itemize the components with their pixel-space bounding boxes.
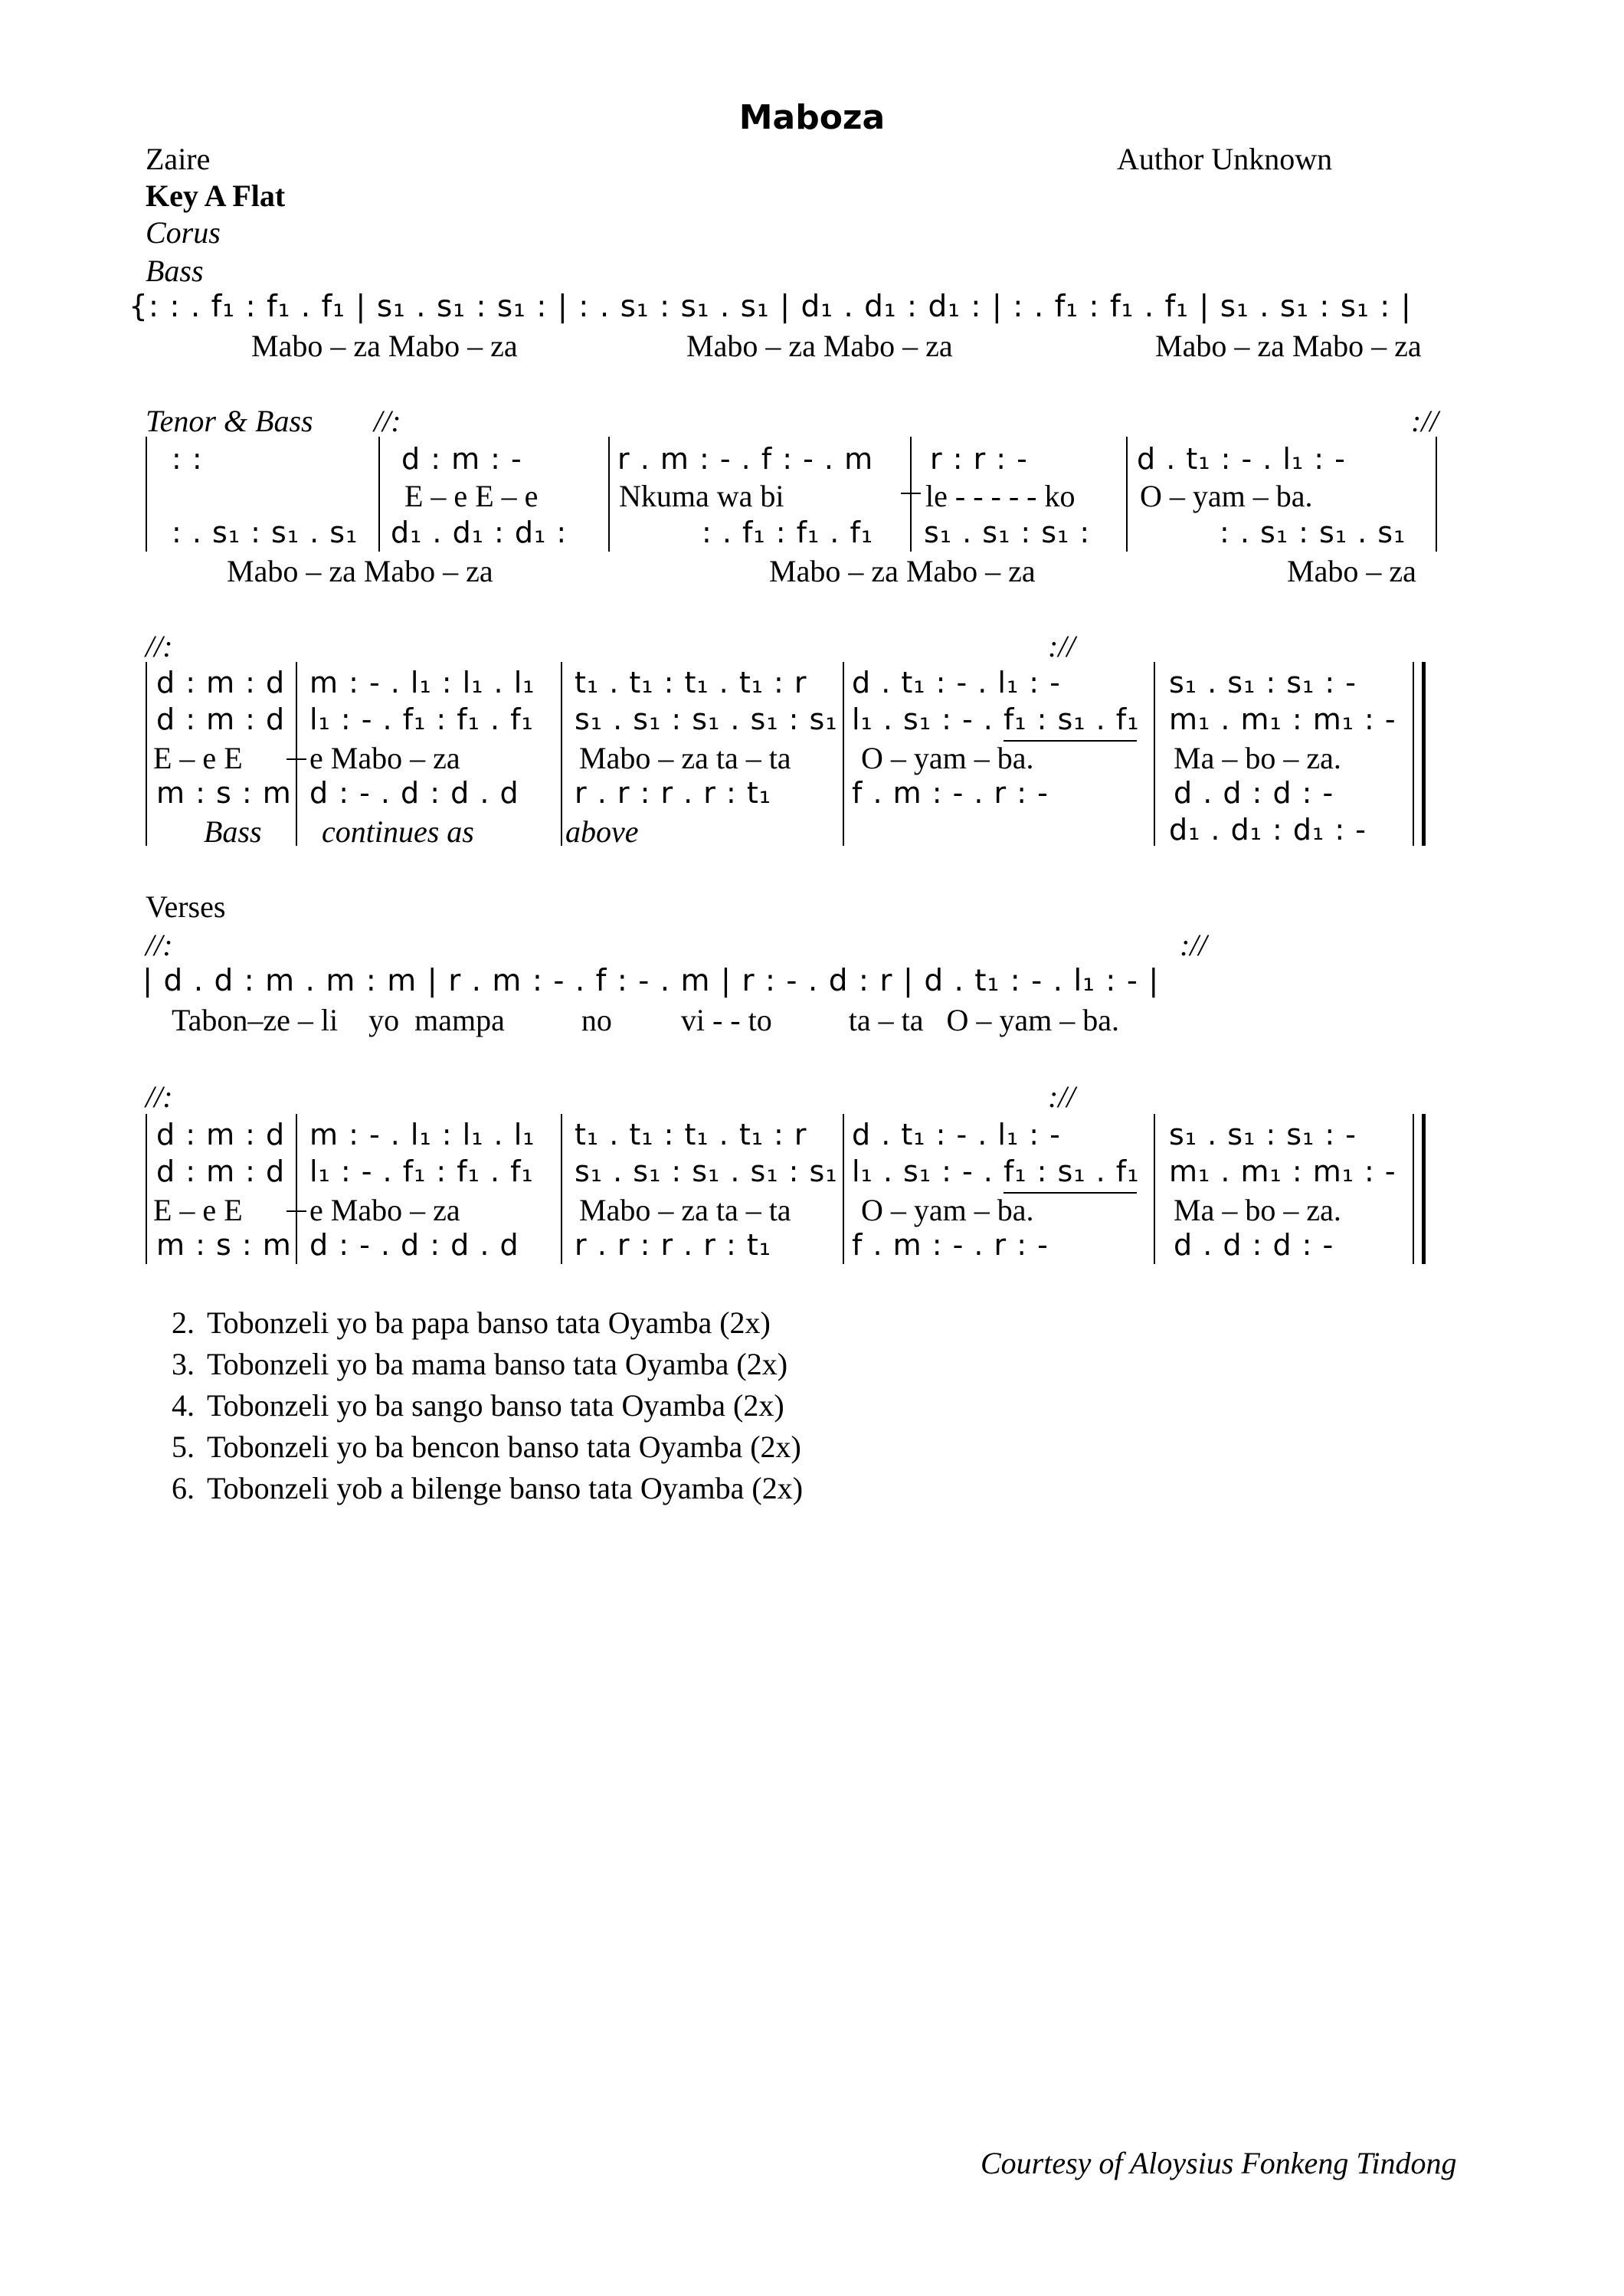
tenor-lyric: Nkuma wa bi xyxy=(619,479,784,513)
barline xyxy=(146,662,147,846)
author-label: Author Unknown xyxy=(1117,142,1333,176)
tenor-lyric: O – yam – ba. xyxy=(1140,479,1313,513)
tenor-notes: d : - . d : d . d xyxy=(309,776,519,810)
tenor-notes: m : s : m xyxy=(156,776,292,810)
tenor-lyric: E – e E – e xyxy=(404,479,539,513)
bass-note-text: continues as xyxy=(322,814,474,849)
tenor-notes: f . m : - . r : - xyxy=(852,1228,1049,1262)
alto-notes: l₁ . s₁ : - . f₁ : s₁ . f₁ xyxy=(852,703,1140,736)
repeat-start-mark: //: xyxy=(146,928,173,962)
barline xyxy=(1154,662,1155,846)
tie-stroke xyxy=(901,493,921,494)
verse-notes: | d . d : m . m : m | r . m : - . f : - . m | r : - . d : r | d . t₁ : - . l₁ : - | xyxy=(142,964,1160,998)
barline xyxy=(561,1114,562,1264)
verse-item xyxy=(144,1385,803,1426)
repeat-end-mark: :// xyxy=(1048,629,1076,663)
tenor-notes: r . m : - . f : - . m xyxy=(617,442,874,476)
repeat-end-mark: :// xyxy=(1180,928,1207,962)
verse-number: 5. xyxy=(172,1430,195,1464)
barline xyxy=(1154,1114,1155,1264)
tenor-notes: : : xyxy=(172,442,203,476)
chorus-label: Corus xyxy=(146,215,221,250)
tenor-notes: f . m : - . r : - xyxy=(852,776,1049,810)
origin-label: Zaire xyxy=(146,142,211,176)
barline xyxy=(146,437,147,552)
verse-item xyxy=(144,1344,803,1385)
bass-lyric: Mabo – za Mabo – za xyxy=(769,554,1036,588)
barline xyxy=(843,1114,844,1264)
alto-notes: d : m : d xyxy=(156,1155,286,1188)
tenor-notes: r . r : r . r : t₁ xyxy=(575,776,772,810)
soprano-notes: t₁ . t₁ : t₁ . t₁ : r xyxy=(575,1118,807,1151)
bass-part-label: Bass xyxy=(146,254,204,288)
system1-notes: {: : . f₁ : f₁ . f₁ | s₁ . s₁ : s₁ : | : . s₁ : s₁ . s₁ | d₁ . d₁ : d₁ : | : . f₁ : f₁ . f₁ | s₁ . s₁ : s₁ : | xyxy=(129,290,1412,324)
verse-item xyxy=(144,1302,803,1344)
verse-number: 6. xyxy=(172,1471,195,1505)
soprano-notes: d : m : d xyxy=(156,666,286,699)
barline xyxy=(561,662,562,846)
chorus-lyric: Ma – bo – za. xyxy=(1174,1193,1341,1227)
repeat-start-mark: //: xyxy=(146,1079,173,1114)
chorus-lyric: e Mabo – za xyxy=(309,741,460,775)
page-title: Maboza xyxy=(738,98,886,137)
alto-notes: l₁ . s₁ : - . f₁ : s₁ . f₁ xyxy=(852,1155,1140,1188)
barline xyxy=(296,1114,297,1264)
key-label: Key A Flat xyxy=(146,179,286,213)
soprano-notes: d . t₁ : - . l₁ : - xyxy=(852,666,1061,699)
tenor-notes: d . t₁ : - . l₁ : - xyxy=(1137,442,1346,476)
bass-lyric: Mabo – za Mabo – za xyxy=(227,554,493,588)
verse-text: Tobonzeli yob a bilenge banso tata Oyamba (2x) xyxy=(207,1471,804,1505)
tenor-lyric: le - - - - - ko xyxy=(925,479,1076,513)
bass-notes: d₁ . d₁ : d₁ : xyxy=(391,516,568,549)
verse-number: 4. xyxy=(172,1388,195,1423)
bass-notes: : . s₁ : s₁ . s₁ xyxy=(172,516,359,549)
chorus-lyric: Mabo – za ta – ta xyxy=(579,1193,791,1227)
final-double-barline xyxy=(1413,662,1426,846)
alto-notes: s₁ . s₁ : s₁ . s₁ : s₁ xyxy=(575,703,838,736)
barline xyxy=(146,1114,147,1264)
tenor-notes: d . d : d : - xyxy=(1174,776,1334,810)
soprano-notes: d . t₁ : - . l₁ : - xyxy=(852,1118,1061,1151)
alto-notes: l₁ : - . f₁ : f₁ . f₁ xyxy=(309,703,534,736)
chorus-lyric: Ma – bo – za. xyxy=(1174,741,1341,775)
tenor-notes: d : - . d : d . d xyxy=(309,1228,519,1262)
alto-notes: m₁ . m₁ : m₁ : - xyxy=(1169,703,1396,736)
repeat-end-mark: :// xyxy=(1411,404,1439,438)
barline xyxy=(843,662,844,846)
repeat-start-mark: //: xyxy=(146,629,173,663)
alto-notes: l₁ : - . f₁ : f₁ . f₁ xyxy=(309,1155,534,1188)
barline xyxy=(608,437,610,552)
tenor-notes: m : s : m xyxy=(156,1228,292,1262)
verse-text: Tobonzeli yo ba sango banso tata Oyamba (2x) xyxy=(207,1388,784,1423)
tie-stroke xyxy=(286,758,306,760)
tenor-notes: r : r : - xyxy=(930,442,1028,476)
final-double-barline xyxy=(1413,1114,1426,1264)
verse-number: 2. xyxy=(172,1305,195,1340)
tenor-notes: d . d : d : - xyxy=(1174,1228,1334,1262)
tenor-notes: d : m : - xyxy=(401,442,522,476)
soprano-notes: m : - . l₁ : l₁ . l₁ xyxy=(309,1118,535,1151)
barline xyxy=(378,437,380,552)
bass-notes: d₁ . d₁ : d₁ : - xyxy=(1169,813,1367,847)
alto-notes: m₁ . m₁ : m₁ : - xyxy=(1169,1155,1396,1188)
system1-lyric: Mabo – za Mabo – za xyxy=(251,329,518,363)
bass-notes: s₁ . s₁ : s₁ : xyxy=(924,516,1091,549)
chorus-lyric: Mabo – za ta – ta xyxy=(579,741,791,775)
verse-item xyxy=(144,1468,803,1509)
tenor-bass-label: Tenor & Bass xyxy=(146,404,313,438)
courtesy-note: Courtesy of Aloysius Fonkeng Tindong xyxy=(981,2146,1457,2180)
chorus-lyric: O – yam – ba. xyxy=(861,1193,1034,1227)
bass-note-text: Bass xyxy=(204,814,262,849)
verse-item xyxy=(144,1426,803,1468)
soprano-notes: s₁ . s₁ : s₁ : - xyxy=(1169,666,1357,699)
verse-list xyxy=(144,1302,803,1509)
repeat-start-mark: //: xyxy=(374,404,401,438)
verse-text: Tobonzeli yo ba papa banso tata Oyamba (2x) xyxy=(207,1305,771,1340)
alto-notes: d : m : d xyxy=(156,703,286,736)
system1-lyric: Mabo – za Mabo – za xyxy=(1155,329,1422,363)
soprano-notes: s₁ . s₁ : s₁ : - xyxy=(1169,1118,1357,1151)
chorus-lyric: e Mabo – za xyxy=(309,1193,460,1227)
barline xyxy=(1436,437,1437,552)
chorus-lyric: E – e E xyxy=(153,1193,243,1227)
verse-text: Tobonzeli yo ba mama banso tata Oyamba (2x) xyxy=(207,1347,788,1381)
bass-notes: : . f₁ : f₁ . f₁ xyxy=(702,516,874,549)
bass-notes: : . s₁ : s₁ . s₁ xyxy=(1220,516,1406,549)
chorus-lyric: O – yam – ba. xyxy=(861,741,1034,775)
verse-number: 3. xyxy=(172,1347,195,1381)
bass-lyric: Mabo – za xyxy=(1287,554,1416,588)
system1-lyric: Mabo – za Mabo – za xyxy=(686,329,953,363)
alto-notes: s₁ . s₁ : s₁ . s₁ : s₁ xyxy=(575,1155,838,1188)
soprano-notes: d : m : d xyxy=(156,1118,286,1151)
chorus-lyric: E – e E xyxy=(153,741,243,775)
verse-text: Tobonzeli yo ba bencon banso tata Oyamba (2x) xyxy=(207,1430,801,1464)
repeat-end-mark: :// xyxy=(1048,1079,1076,1114)
tie-stroke xyxy=(286,1210,306,1212)
bass-note-text: above xyxy=(565,814,639,849)
barline xyxy=(296,662,297,846)
barline xyxy=(1126,437,1128,552)
soprano-notes: t₁ . t₁ : t₁ . t₁ : r xyxy=(575,666,807,699)
barline xyxy=(910,437,912,552)
soprano-notes: m : - . l₁ : l₁ . l₁ xyxy=(309,666,535,699)
tenor-notes: r . r : r . r : t₁ xyxy=(575,1228,772,1262)
verses-heading: Verses xyxy=(146,889,226,924)
verse-lyric: Tabon–ze – li yo mampa no vi - - to ta – ta O – yam – ba. xyxy=(172,1003,1119,1037)
